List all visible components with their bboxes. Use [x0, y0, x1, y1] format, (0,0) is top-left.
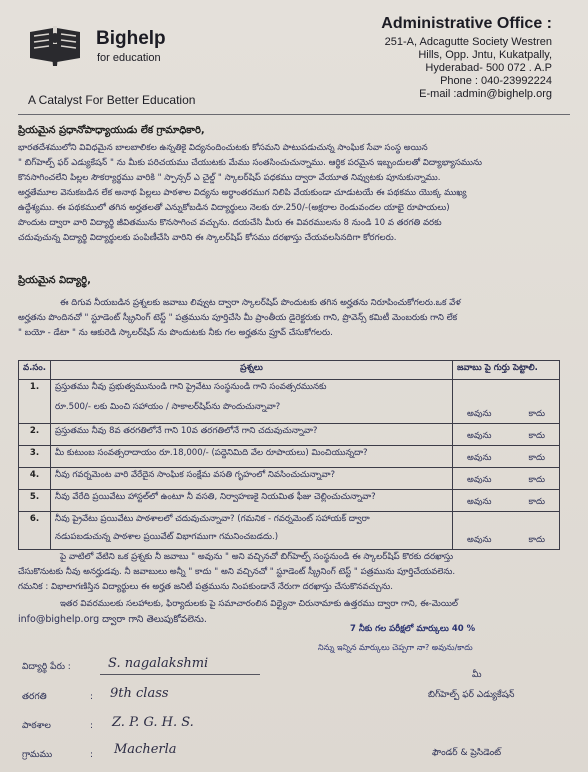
table-row: [19, 512, 560, 550]
row-number: 3.: [19, 446, 51, 468]
answer-cell[interactable]: [453, 446, 560, 468]
column-header: వ.సం.: [19, 361, 51, 380]
yes-option[interactable]: అవును: [467, 475, 492, 485]
signature-you: మీ: [472, 670, 482, 680]
no-option[interactable]: కాదు: [528, 497, 545, 507]
address-line: Hills, Opp. Jntu, Kukatpally,: [418, 49, 552, 61]
row-number: 6.: [19, 512, 51, 550]
email: E-mail :admin@bighelp.org: [419, 88, 552, 100]
column-header: జవాబు పై గుర్తు పెట్టాలి.: [453, 361, 560, 380]
name-label: విద్యార్థి పేరు :: [22, 662, 71, 672]
table-row: [19, 446, 560, 468]
address-line: Hyderabad- 500 072 . A.P: [425, 62, 552, 74]
class-value[interactable]: 9th class: [110, 686, 169, 701]
header-divider: [18, 114, 570, 115]
signature-org: బిగ్‌హెల్ప్ ఫర్ ఎడ్యుకేషన్: [428, 690, 515, 700]
table-row: [19, 468, 560, 490]
question-line: ప్రస్తుతము నీవు ప్రభుత్వమునుండి గాని ప్రైవేటు సంస్థనుండి గాని సంవత్సరమునకు: [55, 382, 327, 392]
paragraph-line: చదువుచున్న విద్యార్థి విద్యార్థులకు పంపిణీచేసి వారిని ఈ స్కాలర్‌షిప్ కోసము దరఖాస్తు చేయవలసినదిగా కోరగలరు.: [18, 233, 397, 243]
question-text: మీ కుటుంబ సంవత్సరాదాయం రూ.18,000/- (పద్దెనిమిది వేల రూపాయలు) మించియున్నదా?: [51, 446, 453, 468]
question-text: నీవు వేరేది ప్రయివేటు హాస్టల్‌లో ఉంటూ నీ వసతి, నిర్వాహణకై నియమిత ఫీజు చెల్లించుచున్నావా?: [51, 490, 453, 512]
yes-option[interactable]: అవును: [467, 431, 492, 441]
brand-name: Bighelp: [96, 28, 166, 49]
village-label: గ్రామము: [22, 750, 53, 760]
no-option[interactable]: కాదు: [528, 475, 545, 485]
no-option[interactable]: కాదు: [528, 409, 545, 419]
table-header-row: [19, 361, 560, 380]
no-option[interactable]: కాదు: [528, 431, 545, 441]
colon: :: [90, 721, 94, 731]
paragraph-line: ఈ దిగువ నీయబడిన ప్రశ్నలకు జవాబు లివ్వుట ద్వారా స్కాలర్‌షిప్ పొందుటకు తగిన అర్హతను నిరూపించుకోగలరు.ఒక వేళ: [60, 298, 461, 308]
paragraph-line: పై వాటిలో వేటిని ఒక ప్రశ్నకు నీ జవాబు " అవును " అని వచ్చినచో బిగ్‌హెల్ప్ సంస్థనుండి ఈ స్కాలర్‌షిప్ కొరకు దరఖాస్తు: [60, 552, 454, 562]
yes-option[interactable]: అవును: [467, 453, 492, 463]
yes-option[interactable]: అవును: [467, 409, 492, 419]
salutation-student: ప్రియమైన విద్యార్థి,: [18, 275, 91, 286]
phone: Phone : 040-23992224: [440, 75, 552, 87]
bighelp-logo-icon: [24, 22, 86, 68]
school-value[interactable]: Z. P. G. H. S.: [112, 715, 194, 730]
answer-cell[interactable]: [453, 512, 560, 550]
question-line: నడుపబడుచున్న పాఠశాల ప్రయివేట్ విభాగముగా గమనించబడదు.): [55, 532, 279, 542]
table-row: [19, 490, 560, 512]
paragraph-line: చేసుకొనుటకు నీవు అనర్హుడవు. నీ జవాబులు అన్నీ " కాదు " అని వచ్చినచో " స్టూడెంట్ స్క్రీనింగ్ టెస్ట్ " పత్రమును పూర్తిచేయవలెను.: [18, 567, 456, 577]
paragraph-line: ఇతర వివరములకు సలహాలకు, ఫిర్యాదులకు పై సమాచారంలిన విధ్యైనా చిరునామాకు ఉత్తరము ద్వారా గాని, ఈ-మెయిల్: [60, 599, 459, 609]
no-option[interactable]: కాదు: [528, 535, 545, 545]
row-number: 1.: [19, 380, 51, 424]
paragraph-line: " బిగ్‌హెల్ప్ ఫర్ ఎడ్యుకేషన్ " ను మీకు పరిచయము చేయుటకు మేము సంతసించుచున్నాము. ఆర్థిక పరమైన ఇబ్బందులతో విద్యాభ్యాసమును: [18, 158, 482, 168]
question-text: [51, 380, 453, 424]
marks-question: నిన్ను ఇన్నిన మార్కులు చెప్పగా నా? అవును/కాదు: [318, 643, 473, 652]
column-header: ప్రశ్నలు: [51, 361, 453, 380]
answer-cell[interactable]: [453, 380, 560, 424]
paragraph-line: " బయో - డేటా " ను ఆకురెడి స్కాలర్‌షిప్ ను పొందుటకు నీకు గల అర్హతను ప్రూవ్ చేసుకోగలరు.: [18, 328, 333, 338]
yes-option[interactable]: అవును: [467, 497, 492, 507]
no-option[interactable]: కాదు: [528, 453, 545, 463]
question-text: నీవు గవర్నమెంట వారి వేరేదైన సాంఘిక సంక్షేమ వసతి గృహంలో నివసించుచున్నావా?: [51, 468, 453, 490]
contact-line: info@bighelp.org ద్వారా గాని తెలుపుకోవలెను.: [18, 614, 207, 625]
eligibility-table: [18, 360, 560, 550]
paragraph-line: కొనసాగించలేని పిల్లల సౌకర్యార్థము వారికి " స్పాన్సర్ ఎ చైల్డ్ " స్కాలర్‌షిప్ పధకము ద్వారా వేయూత నివ్వుటకు పూనుకున్నాము.: [18, 173, 441, 183]
colon: :: [90, 692, 94, 702]
answer-cell[interactable]: [453, 424, 560, 446]
colon: :: [90, 750, 94, 760]
question-line: నీవు ప్రైవేటు ప్రయివేటు పాఠశాలలో చదువుచున్నావా? (గమనిక - గవర్నమెంట్ సహాయక్ ద్వారా: [55, 514, 370, 524]
paragraph-line: పొందుట ద్వారా వారి విద్యార్థి జీవితమును కొనసాగించ వచ్చును. దయచేసి మీరు ఈ వివరములను 8 నుండి 10 వ తరగతి వరకు: [18, 218, 442, 228]
school-label: పాఠశాల: [22, 721, 51, 731]
question-text: [51, 512, 453, 550]
table-row: [19, 424, 560, 446]
signature-title: ఫౌండర్ & ప్రెసిడెంట్: [432, 748, 502, 758]
row-number: 5.: [19, 490, 51, 512]
question-line: రూ.500/- లకు మించి సహాయం / సాకాలర్‌షిప్‌ను పొందుచున్నావా?: [55, 402, 281, 412]
answer-cell[interactable]: [453, 468, 560, 490]
note-line: గమనిక : విభాలాగణిస్తిన విద్యార్థులు ఈ అర్హత జనిటీ పత్రమును నింపకుండానే నేరుగా దరఖాస్తు చేసుకొనవచ్చును.: [18, 582, 393, 592]
address-line: 251-A, Adcagutte Society Westren: [384, 36, 552, 48]
class-label: తరగతి: [22, 692, 47, 702]
paragraph-line: ఉద్దేశ్యము. ఈ పథకములో తగిన అర్హతలతో ఎన్నుకోబడిన విద్యార్థులు నెలకు రూ.250/-(అక్షరాల రెండువందల యాభై రూపాయలు): [18, 203, 450, 213]
row-number: 2.: [19, 424, 51, 446]
marks-result: 7 నీకు గల పరీక్షలో మార్కులు 40 %: [350, 624, 476, 634]
table-row: [19, 380, 560, 424]
row-number: 4.: [19, 468, 51, 490]
question-text: ప్రస్తుతము నీవు 8వ తరగతిలోనే గాని 10వ తరగతిలోనే గాని చదువుచున్నావా?: [51, 424, 453, 446]
student-name-value[interactable]: S. nagalakshmi: [108, 656, 209, 671]
salutation-headmaster: ప్రియమైన ప్రధానోపాధ్యాయుడు లేక గ్రామాధికారి,: [18, 125, 205, 136]
answer-cell[interactable]: [453, 490, 560, 512]
yes-option[interactable]: అవును: [467, 535, 492, 545]
tagline: A Catalyst For Better Education: [28, 93, 196, 107]
brand-subtitle: for education: [97, 52, 161, 64]
name-underline: [100, 674, 260, 675]
paragraph-line: అర్హతేమూల వెనుకబడిన లేక అనాథ పిల్లలు పాఠశాల విద్యను అర్థాంతరముగ నిలిపి వేయకుండా చూడుటయే ఈ పథకము యొక్క ముఖ్య: [18, 188, 467, 198]
paragraph-line: భారతదేశములోని వివిధమైన బాలబాలికల ఉన్నతికై విద్యనందించుటకు కోసమని పాటుపడుచున్న సాంఘిక సేవా సంస్థ అయిన: [18, 143, 428, 153]
office-title: Administrative Office :: [381, 15, 552, 32]
village-value[interactable]: Macherla: [114, 742, 177, 757]
paragraph-line: అర్హతను పొందినచో " స్టూడెంట్ స్క్రీనింగ్ టెస్ట్ " పత్రమును పూర్తిచేసి మీ ప్రాంతీయ డైరెక్టరుకు గాని, ప్రొవెన్స్ కమిటీ మెంబరుకు గాని లేక: [18, 313, 458, 323]
